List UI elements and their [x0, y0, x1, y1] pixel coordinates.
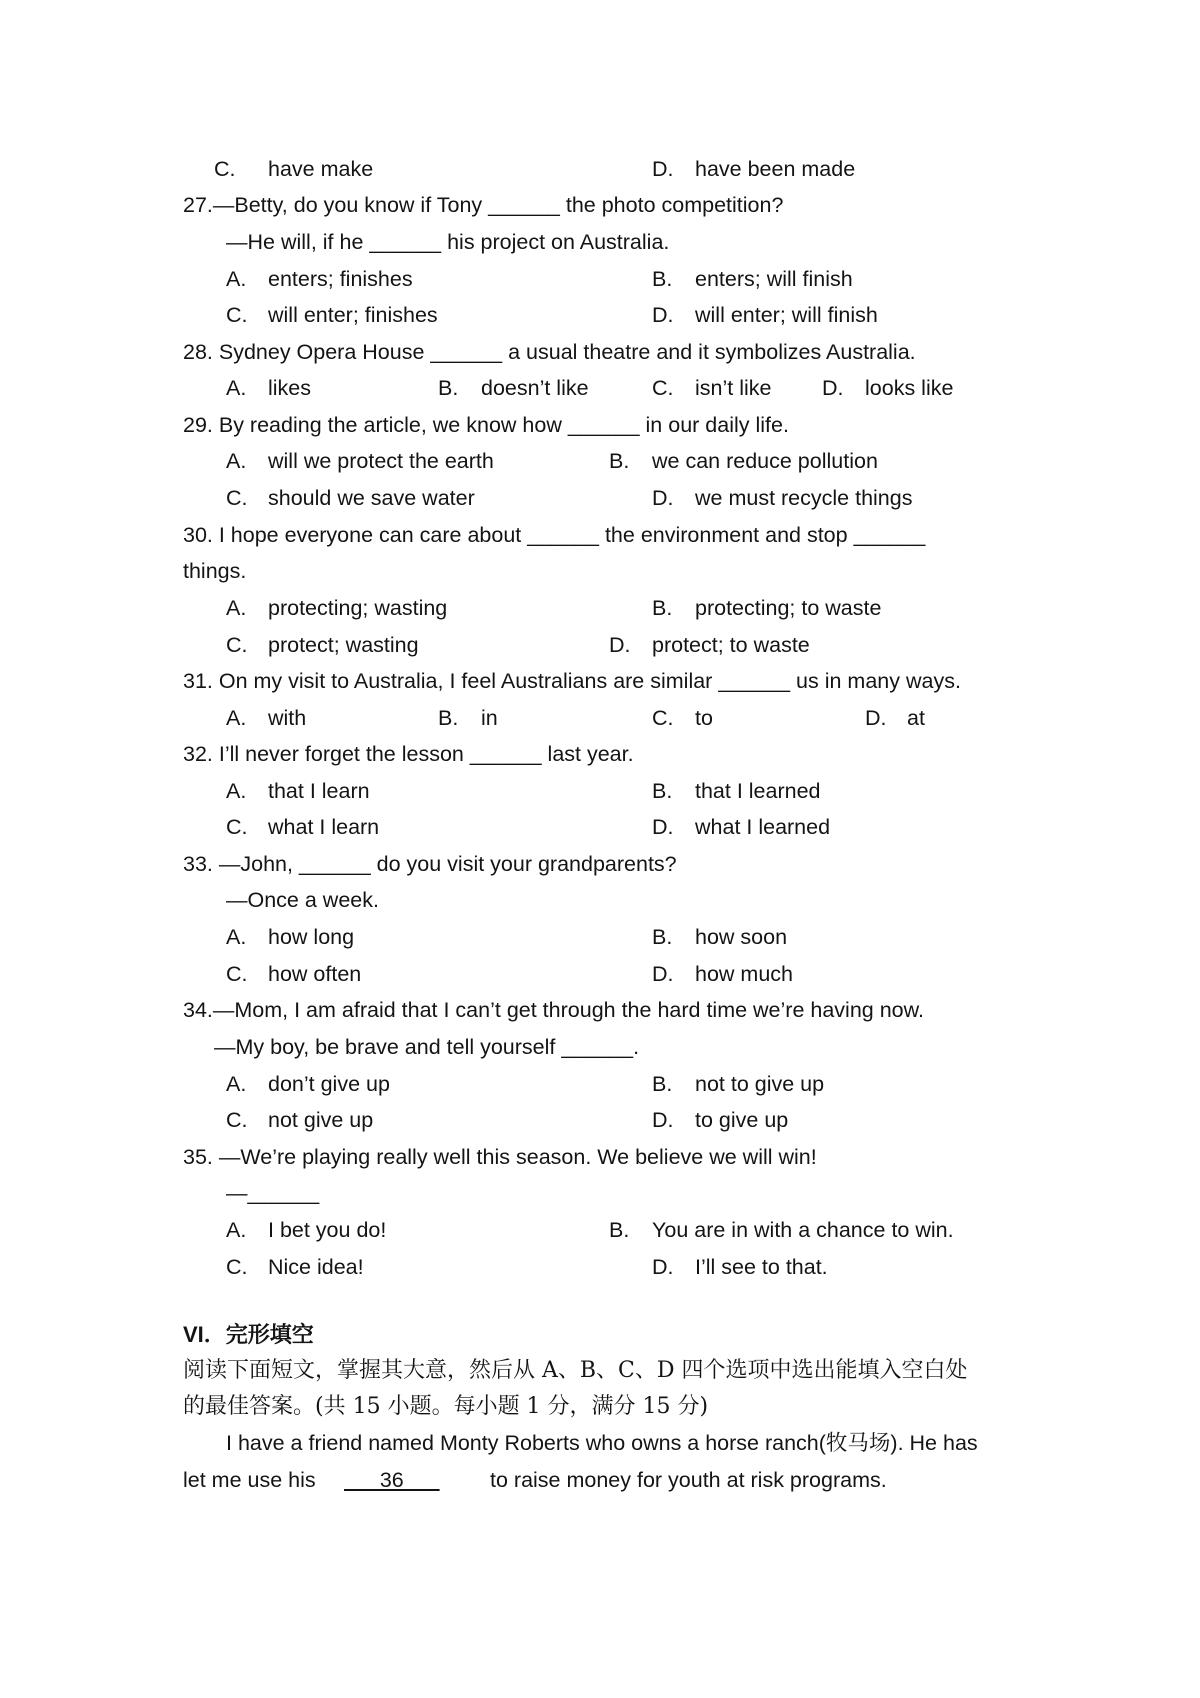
q34-option-d-letter: D.	[652, 1108, 674, 1132]
q27-option-a-letter: A.	[226, 267, 247, 291]
q28-option-c: isn’t like	[695, 376, 772, 400]
q30-option-b-letter: B.	[652, 596, 673, 620]
q35-option-b: You are in with a chance to win.	[652, 1218, 954, 1242]
q30-option-d-letter: D.	[609, 633, 631, 657]
q34-option-d: to give up	[695, 1108, 789, 1132]
q34-option-a: don’t give up	[268, 1072, 390, 1096]
q34-option-a-letter: A.	[226, 1072, 247, 1096]
q31-option-a: with	[268, 706, 307, 730]
question-28-stem: 28. Sydney Opera House ______ a usual theatre and it symbolizes Australia.	[183, 340, 916, 364]
q27-option-b: enters; will finish	[695, 267, 853, 291]
q33-option-d-letter: D.	[652, 962, 674, 986]
q32-option-d-letter: D.	[652, 815, 674, 839]
question-29-stem: 29. By reading the article, we know how ______ in our daily life.	[183, 413, 789, 437]
option-text: have make	[268, 157, 374, 181]
q31-option-a-letter: A.	[226, 706, 247, 730]
q29-option-d: we must recycle things	[695, 486, 913, 510]
q34-option-b: not to give up	[695, 1072, 825, 1096]
section-instructions-cont: 的最佳答案。(共 15 小题。每小题 1 分，满分 15 分)	[183, 1394, 709, 1419]
q29-option-a: will we protect the earth	[268, 449, 494, 473]
question-27-reply: —He will, if he ______ his project on Australia.	[226, 230, 670, 254]
q28-option-a: likes	[268, 376, 312, 400]
q29-option-b: we can reduce pollution	[652, 449, 878, 473]
option-text: have been made	[695, 157, 856, 181]
question-33-reply: —Once a week.	[226, 888, 379, 912]
q35-option-d: I’ll see to that.	[695, 1255, 828, 1279]
q32-option-d: what I learned	[695, 815, 831, 839]
q28-option-d: looks like	[865, 376, 954, 400]
q35-option-d-letter: D.	[652, 1255, 674, 1279]
q35-option-b-letter: B.	[609, 1218, 630, 1242]
q28-option-a-letter: A.	[226, 376, 247, 400]
q34-option-c: not give up	[268, 1108, 374, 1132]
q32-option-b: that I learned	[695, 779, 821, 803]
q33-option-b: how soon	[695, 925, 788, 949]
question-31-stem: 31. On my visit to Australia, I feel Australians are similar ______ us in many ways.	[183, 669, 961, 693]
q34-option-b-letter: B.	[652, 1072, 673, 1096]
q33-option-c: how often	[268, 962, 362, 986]
q29-option-d-letter: D.	[652, 486, 674, 510]
question-32-stem: 32. I’ll never forget the lesson ______ last year.	[183, 742, 634, 766]
q27-option-c: will enter; finishes	[268, 303, 438, 327]
question-34-stem: 34.—Mom, I am afraid that I can’t get through the hard time we’re having now.	[183, 998, 924, 1022]
question-33-stem: 33. —John, ______ do you visit your grandparents?	[183, 852, 677, 876]
blank-36: 36	[344, 1468, 440, 1492]
q28-option-d-letter: D.	[822, 376, 844, 400]
section-instructions: 阅读下面短文，掌握其大意，然后从 A、B、C、D 四个选项中选出能填入空白处	[183, 1358, 968, 1383]
section-heading: VI．完形填空	[183, 1322, 314, 1347]
q32-option-c-letter: C.	[226, 815, 248, 839]
option-letter: D.	[652, 157, 674, 181]
q27-option-a: enters; finishes	[268, 267, 413, 291]
q30-option-a: protecting; wasting	[268, 596, 448, 620]
q28-option-c-letter: C.	[652, 376, 674, 400]
q33-option-c-letter: C.	[226, 962, 248, 986]
question-35-stem: 35. —We’re playing really well this season. We believe we will win!	[183, 1145, 817, 1169]
q27-option-b-letter: B.	[652, 267, 673, 291]
q27-option-d-letter: D.	[652, 303, 674, 327]
q28-option-b: doesn’t like	[481, 376, 589, 400]
q32-option-a-letter: A.	[226, 779, 247, 803]
q31-option-d-letter: D.	[865, 706, 887, 730]
q35-option-a-letter: A.	[226, 1218, 247, 1242]
q33-option-d: how much	[695, 962, 793, 986]
q29-option-c-letter: C.	[226, 486, 248, 510]
q30-option-a-letter: A.	[226, 596, 247, 620]
passage-line-1: I have a friend named Monty Roberts who owns a horse ranch(牧马场). He has	[226, 1431, 978, 1455]
option-letter: C.	[214, 157, 236, 181]
q29-option-a-letter: A.	[226, 449, 247, 473]
question-27-stem: 27.—Betty, do you know if Tony ______ the photo competition?	[183, 193, 784, 217]
q34-option-c-letter: C.	[226, 1108, 248, 1132]
q30-option-c-letter: C.	[226, 633, 248, 657]
question-30-stem-cont: things.	[183, 559, 247, 583]
q35-option-c: Nice idea!	[268, 1255, 364, 1279]
q33-option-a: how long	[268, 925, 355, 949]
question-34-reply: —My boy, be brave and tell yourself ______.	[214, 1035, 640, 1059]
q33-option-b-letter: B.	[652, 925, 673, 949]
q30-option-b: protecting; to waste	[695, 596, 882, 620]
q31-option-b: in	[481, 706, 498, 730]
q31-option-c-letter: C.	[652, 706, 674, 730]
q32-option-c: what I learn	[268, 815, 380, 839]
q30-option-c: protect; wasting	[268, 633, 419, 657]
passage-line-2-start: let me use his	[183, 1468, 316, 1492]
passage-line-2-end: to raise money for youth at risk programs.	[490, 1468, 887, 1492]
q33-option-a-letter: A.	[226, 925, 247, 949]
q31-option-b-letter: B.	[438, 706, 459, 730]
question-30-stem: 30. I hope everyone can care about ______ the environment and stop ______	[183, 523, 926, 547]
q35-option-c-letter: C.	[226, 1255, 248, 1279]
q27-option-c-letter: C.	[226, 303, 248, 327]
q29-option-b-letter: B.	[609, 449, 630, 473]
q32-option-a: that I learn	[268, 779, 370, 803]
q27-option-d: will enter; will finish	[695, 303, 878, 327]
q31-option-c: to	[695, 706, 713, 730]
q29-option-c: should we save water	[268, 486, 475, 510]
q32-option-b-letter: B.	[652, 779, 673, 803]
q28-option-b-letter: B.	[438, 376, 459, 400]
q31-option-d: at	[907, 706, 925, 730]
q35-option-a: I bet you do!	[268, 1218, 387, 1242]
question-35-reply: —______	[226, 1181, 320, 1205]
q30-option-d: protect; to waste	[652, 633, 810, 657]
